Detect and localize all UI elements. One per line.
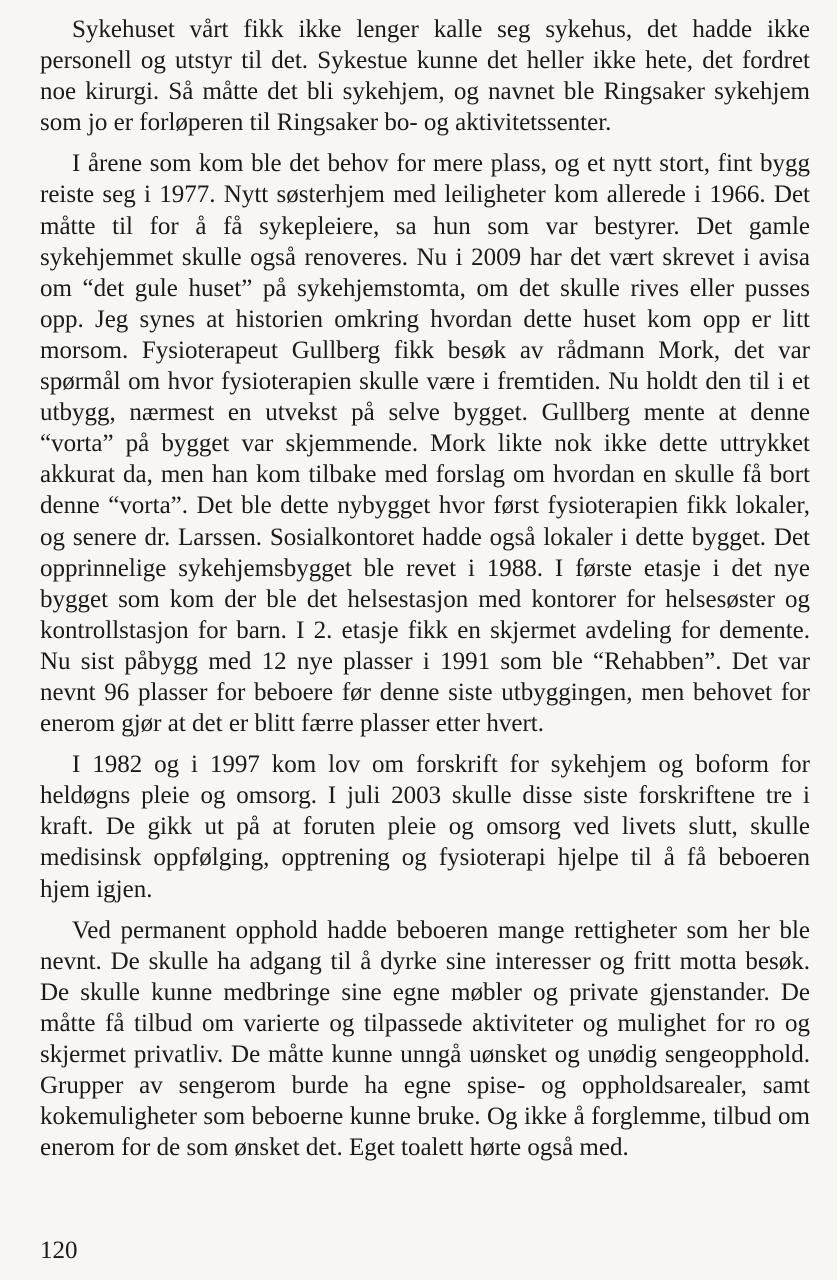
paragraph-3: I 1982 og i 1997 kom lov om forskrift for sykehjem og boform for heldøgns pleie og omsorg. I juli 2003 skulle disse siste forskriftene tre i kraft. De gikk ut på at foruten pleie og omsorg ved livets slutt, skulle medisinsk oppfølging, opptrening og fysioterapi hjelpe til å få beboeren hjem igjen. — [40, 751, 810, 903]
paragraph-4: Ved permanent opphold hadde beboeren mange rettigheter som her ble nevnt. De skulle ha adgang til å dyrke sine interesser og fritt motta besøk. De skulle kunne medbringe sine egne møbler og private gjenstander. De måtte få tilbud om varierte og tilpassede aktiviteter og mulighet for ro og skjermet privatliv. De måtte kunne unngå uønsket og unødig sengeopphold. Grupper av sengerom burde ha egne spise- og oppholdsarealer, samt kokemuligheter som beboerne kunne bruke. Og ikke å forglemme, tilbud om enerom for de som ønsket det. Eget toalett hørte også med. — [40, 916, 810, 1162]
page-text — [40, 14, 810, 1173]
page-number: 120 — [40, 1237, 78, 1264]
paragraph-2: I årene som kom ble det behov for mere plass, og et nytt stort, fint bygg reiste seg i 1977. Nytt søsterhjem med leiligheter kom allerede i 1966. Det måtte til for å få sykepleiere, sa hun som var bestyrer. Det gamle sykehjemmet skulle også renoveres. Nu i 2009 har det vært skrevet i avisa om “det gule huset” på sykehjemstomta, om det skulle rives eller pusses opp. Jeg synes at historien omkring hvordan dette huset kom opp er litt morsom. Fysioterapeut Gullberg fikk besøk av rådmann Mork, det var spørmål om hvor fysioterapien skulle være i fremtiden. Nu holdt den til i et utbygg, nærmest en utvekst på selve bygget. Gullberg mente at denne “vorta” på bygget var skjemmende. Mork likte nok ikke dette uttrykket akkurat da, men han kom tilbake med forslag om hvordan en skulle få bort denne “vorta”. Det ble dette nybygget hvor først fysioterapien fikk lokaler, og senere dr. Larssen. Sosialkontoret hadde også lokaler i dette bygget. Det opprinnelige sykehjemsbygget ble revet i 1988. I første etasje i det nye bygget som kom der ble det helsestasjon med kontorer for helsesøster og kontrollstasjon for barn. I 2. etasje fikk en skjermet avdeling for demente. Nu sist påbygg med 12 nye plasser i 1991 som ble “Rehabben”. Det var nevnt 96 plasser for beboere før denne siste utbyggingen, men behovet for enerom gjør at det er blitt færre plasser etter hvert. — [40, 150, 810, 738]
paragraph-1: Sykehuset vårt fikk ikke lenger kalle seg sykehus, det hadde ikke personell og utstyr til det. Sykestue kunne det heller ikke hete, det fordret noe kirurgi. Så måtte det bli sykehjem, og navnet ble Ringsaker sykehjem som jo er forløperen til Ringsaker bo- og aktivitetssenter. — [40, 16, 810, 137]
